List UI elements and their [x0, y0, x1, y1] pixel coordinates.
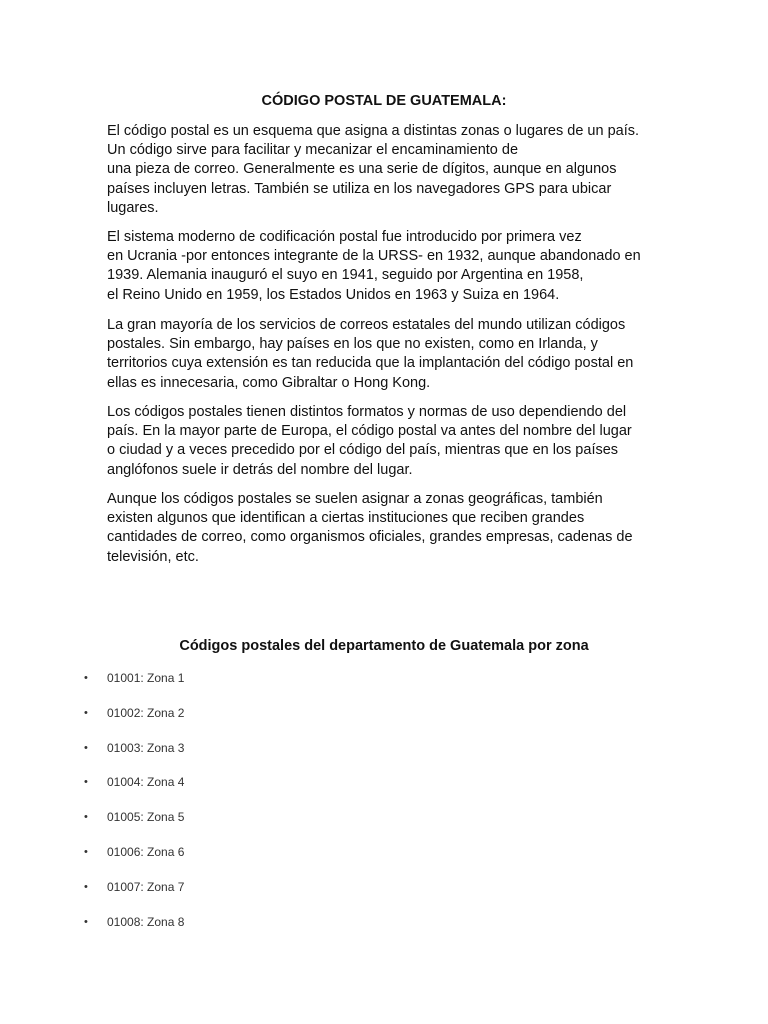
zone-code-label: 01003: Zona 3 — [107, 740, 185, 755]
text-line: países incluyen letras. También se utiliza en los navegadores GPS para ubicar — [107, 180, 612, 197]
text-line: anglófonos suele ir detrás del nombre del lugar. — [107, 461, 413, 478]
bullet-icon: • — [84, 845, 88, 858]
text-line: Un código sirve para facilitar y mecanizar el encaminamiento de — [107, 142, 519, 159]
paragraph-institutions — [107, 490, 667, 567]
bullet-icon: • — [84, 741, 88, 754]
text-line: ellas es innecesaria, como Gibraltar o Hong Kong. — [107, 374, 431, 391]
text-line: televisión, etc. — [107, 548, 199, 565]
text-line: en Ucrania -por entonces integrante de la URSS- en 1932, aunque abandonado en — [107, 248, 641, 265]
zone-code-label: 01005: Zona 5 — [107, 810, 185, 825]
zone-code-label: 01008: Zona 8 — [107, 914, 185, 929]
text-line: cantidades de correo, como organismos oficiales, grandes empresas, cadenas de — [107, 529, 633, 546]
paragraph-intro — [107, 122, 667, 218]
list-item — [0, 914, 768, 949]
paragraph-history — [107, 228, 667, 305]
text-line: una pieza de correo. Generalmente es una serie de dígitos, aunque en algunos — [107, 161, 617, 178]
text-line: existen algunos que identifican a ciertas instituciones que reciben grandes — [107, 510, 585, 527]
list-item — [0, 740, 768, 775]
bullet-icon: • — [84, 811, 88, 824]
text-line: o ciudad y a veces precedido por el código del país, mientras que en los países — [107, 442, 619, 459]
zone-code-label: 01001: Zona 1 — [107, 671, 185, 685]
bullet-icon: • — [84, 915, 88, 928]
list-item — [0, 670, 768, 705]
section-heading: Códigos postales del departamento de Guatemala por zona — [179, 638, 589, 654]
text-line: El código postal es un esquema que asigna a distintas zonas o lugares de un país. — [107, 123, 640, 139]
bullet-icon: • — [84, 706, 88, 719]
paragraph-usage — [107, 316, 667, 393]
text-line: territorios cuya extensión es tan reducida que la implantación del código postal en — [107, 355, 634, 372]
zone-code-label: 01007: Zona 7 — [107, 879, 185, 894]
list-item — [0, 879, 768, 914]
text-line: lugares. — [107, 199, 159, 216]
list-item — [0, 809, 768, 844]
text-line: Aunque los códigos postales se suelen asignar a zonas geográficas, también — [107, 491, 603, 507]
text-line: El sistema moderno de codificación postal fue introducido por primera vez — [107, 229, 582, 245]
text-line: país. En la mayor parte de Europa, el código postal va antes del nombre del lugar — [107, 423, 632, 440]
zone-list — [0, 670, 768, 948]
text-line: La gran mayoría de los servicios de correos estatales del mundo utilizan códigos — [107, 317, 626, 333]
zone-code-label: 01004: Zona 4 — [107, 775, 185, 790]
list-item — [0, 844, 768, 879]
document-title: CÓDIGO POSTAL DE GUATEMALA: — [261, 93, 507, 109]
text-line: 1939. Alemania inauguró el suyo en 1941, seguido por Argentina en 1958, — [107, 267, 584, 284]
text-line: postales. Sin embargo, hay países en los que no existen, como en Irlanda, y — [107, 336, 598, 353]
list-item — [0, 774, 768, 809]
text-line: Los códigos postales tienen distintos formatos y normas de uso dependiendo del — [107, 404, 627, 420]
paragraph-formats — [107, 403, 667, 480]
list-item — [0, 705, 768, 740]
bullet-icon: • — [84, 880, 88, 893]
zone-code-label: 01002: Zona 2 — [107, 705, 185, 720]
bullet-icon: • — [84, 776, 88, 789]
text-line: el Reino Unido en 1959, los Estados Unidos en 1963 y Suiza en 1964. — [107, 286, 560, 303]
bullet-icon: • — [84, 672, 88, 684]
zone-code-label: 01006: Zona 6 — [107, 844, 185, 859]
